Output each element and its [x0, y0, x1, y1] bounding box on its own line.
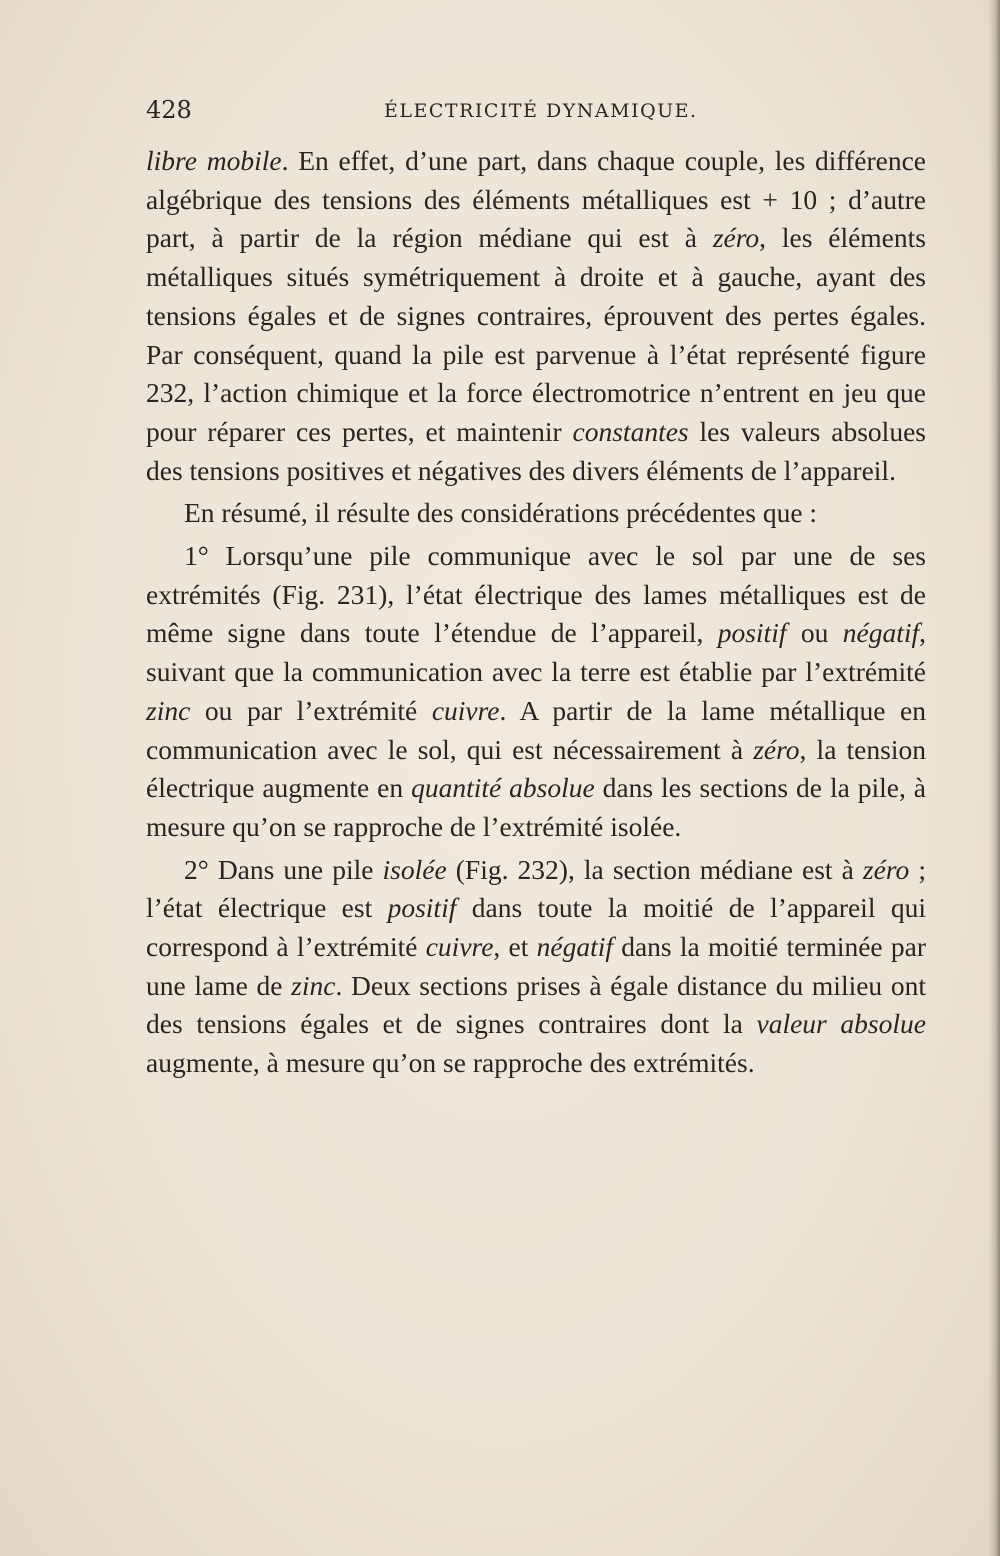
- page-number: 428: [146, 96, 192, 124]
- text-segment: les valeurs absolues des tensions positives et négatives des divers éléments de l’appareil.: [146, 415, 926, 486]
- text-segment: 1° Lorsqu’une pile communique avec le sol par une de ses extrémités (Fig. 231), l’état électrique des lames métalliques est de même signe dans toute l’étendue de l’appareil,: [146, 540, 926, 649]
- body-text: [146, 142, 926, 1087]
- text-segment: , suivant que la communication avec la terre est établie par l’extrémité: [146, 617, 926, 688]
- running-title: ÉLECTRICITÉ DYNAMIQUE.: [384, 100, 698, 122]
- text-segment: . A partir de la lame métallique en communication avec le sol, qui est nécessairement à: [146, 694, 927, 765]
- text-segment: quantité absolue: [411, 772, 595, 804]
- text-segment: valeur absolue: [756, 1008, 926, 1040]
- text-segment: En résumé, il résulte des considérations précédentes que :: [184, 497, 818, 529]
- text-segment: dans les sections de la pile, à mesure qu’on se rapproche de l’extrémité isolée.: [146, 772, 926, 842]
- text-segment: ou par l’extrémité: [190, 694, 432, 726]
- text-segment: positif: [387, 892, 457, 924]
- text-segment: zinc: [146, 694, 191, 726]
- text-segment: zéro: [753, 733, 800, 765]
- paragraph: [146, 142, 926, 490]
- text-segment: positif: [717, 617, 787, 649]
- text-segment: ; l’état électrique est: [146, 853, 926, 924]
- text-segment: , et: [493, 931, 537, 963]
- text-segment: . En effet, d’une part, dans chaque couple, les différence algébrique des tensions des éléments métalliques est + 10 ; d’autre part, à partir de la région médiane qui est à: [146, 145, 927, 254]
- text-segment: isolée: [382, 853, 447, 885]
- text-segment: ou: [786, 617, 843, 649]
- text-segment: . Deux sections prises à égale distance du milieu ont des tensions égales et de signes contraires dont la: [146, 969, 927, 1040]
- text-segment: cuivre: [425, 931, 494, 963]
- text-segment: constantes: [572, 415, 689, 447]
- paragraph: [146, 537, 926, 847]
- paragraph: [146, 494, 926, 533]
- page-edge-shadow: [988, 0, 1000, 1556]
- text-segment: augmente, à mesure qu’on se rapproche des extrémités.: [146, 1047, 755, 1079]
- page-header: [146, 96, 926, 130]
- text-segment: négatif: [842, 617, 920, 649]
- text-segment: , les éléments métalliques situés symétriquement à droite et à gauche, ayant des tensions égales et de signes contraires, éprouvent des pertes égales. Par conséquent, quand la pile est parvenue à l’état représenté figure 232, l’action chimique et la force électromotrice n’entrent en jeu que pour réparer ces pertes, et maintenir: [146, 222, 926, 447]
- text-segment: 2° Dans une pile: [184, 853, 383, 885]
- text-segment: négatif: [536, 931, 613, 963]
- text-segment: dans la moitié terminée par une lame de: [146, 931, 926, 1001]
- text-segment: dans toute la moitié de l’appareil qui correspond à l’extrémité: [146, 892, 926, 963]
- text-segment: (Fig. 232), la section médiane est à: [446, 853, 863, 885]
- text-segment: zéro: [712, 222, 760, 254]
- text-segment: libre mobile: [146, 145, 282, 176]
- text-segment: zinc: [291, 969, 336, 1001]
- text-segment: , la tension électrique augmente en: [146, 733, 926, 804]
- paragraph: [146, 851, 926, 1083]
- text-segment: zéro: [862, 853, 910, 885]
- text-segment: cuivre: [431, 694, 500, 726]
